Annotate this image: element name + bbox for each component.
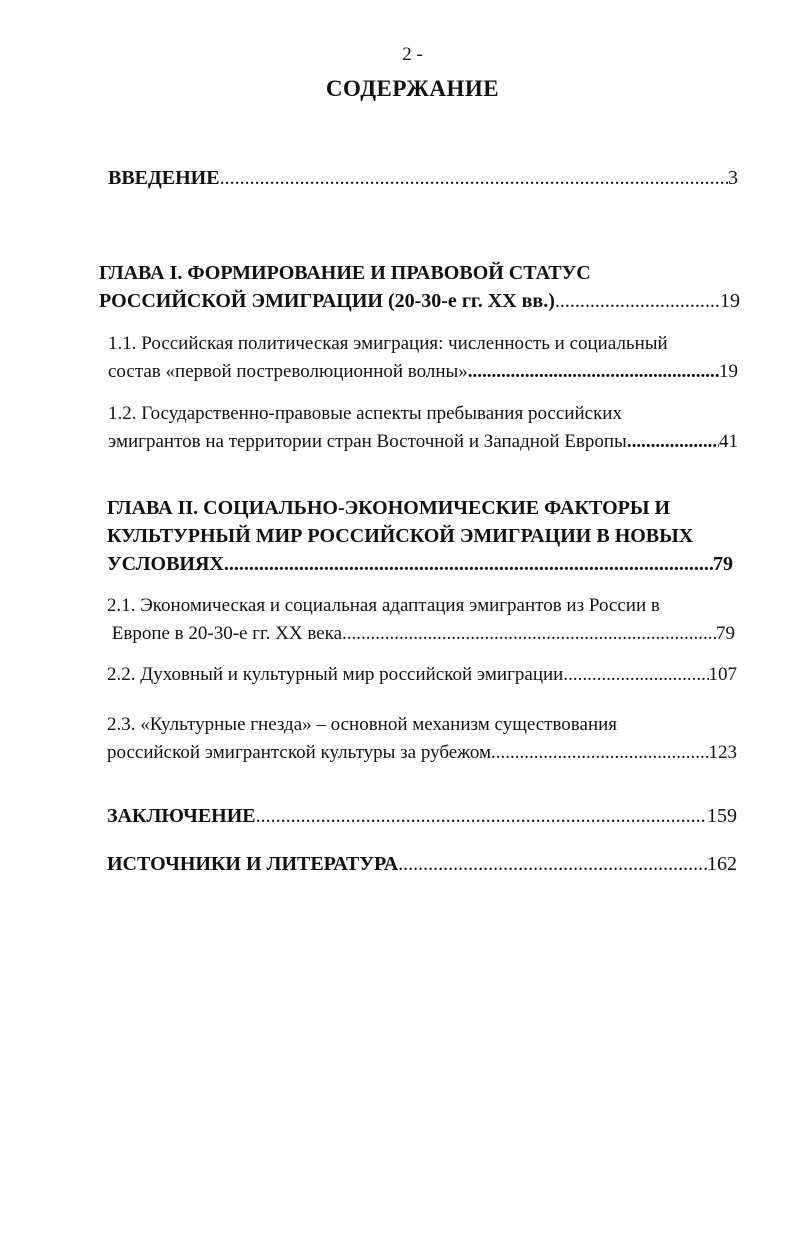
toc-entry-section-2-1-page: 79 (716, 623, 735, 644)
toc-entry-section-1-1 (108, 330, 738, 386)
toc-entry-chapter-1-page: 19 (720, 290, 740, 312)
toc-entry-chapter-1-title-end: РОССИЙСКОЙ ЭМИГРАЦИИ (20-30-е гг. XX вв.) (99, 290, 555, 312)
toc-entry-intro-title: ВВЕДЕНИЕ (108, 167, 220, 189)
toc-entry-section-1-1-line-2 (108, 358, 738, 386)
toc-entry-section-1-2-title-end: эмигрантов на территории стран Восточной и Западной Европы (108, 431, 627, 452)
leader-dots (468, 358, 719, 386)
toc-entry-sources-line (107, 850, 737, 878)
leader-dots (491, 739, 709, 767)
toc-entry-conclusion-line (107, 802, 737, 830)
toc-entry-section-1-2-line-2 (108, 428, 738, 456)
toc-entry-section-1-1-line-1: 1.1. Российская политическая эмиграция: численность и социальный (108, 333, 668, 354)
toc-entry-section-2-3-line-1: 2.3. «Культурные гнезда» – основной механизм существования (107, 714, 618, 735)
toc-entry-section-2-3-title-end: российской эмигрантской культуры за рубежом (107, 742, 491, 763)
leader-dots (627, 428, 719, 456)
leader-dots (256, 802, 707, 830)
toc-entry-section-2-3 (107, 711, 737, 767)
page-title: СОДЕРЖАНИЕ (325, 76, 500, 101)
page-number: 2 - (402, 44, 423, 65)
toc-entry-section-1-1-title-end: состав «первой постреволюционной волны» (108, 361, 468, 382)
toc-entry-section-2-1 (107, 592, 735, 648)
toc-entry-conclusion-page: 159 (707, 805, 737, 827)
toc-entry-section-1-2-line-1: 1.2. Государственно-правовые аспекты пребывания российских (108, 403, 622, 424)
toc-entry-chapter-2-line-2: КУЛЬТУРНЫЙ МИР РОССИЙСКОЙ ЭМИГРАЦИИ В НОВЫХ (107, 525, 694, 547)
toc-entry-section-2-1-line-2 (107, 620, 735, 648)
leader-dots (342, 620, 716, 648)
toc-entry-chapter-2 (107, 494, 733, 578)
toc-entry-sources (107, 850, 737, 878)
leader-dots (555, 287, 720, 315)
leader-dots (220, 164, 728, 192)
toc-entry-chapter-2-page: 79 (713, 553, 733, 575)
toc-entry-section-1-2 (108, 400, 738, 456)
toc-entry-section-2-1-line-1: 2.1. Экономическая и социальная адаптация эмигрантов из России в (107, 595, 660, 616)
toc-entry-chapter-1 (99, 259, 740, 315)
toc-entry-intro-page: 3 (728, 167, 738, 189)
toc-entry-conclusion (107, 802, 737, 830)
toc-entry-section-2-3-page: 123 (708, 742, 737, 763)
toc-entry-section-2-1-title-end: Европе в 20-30-е гг. XX века (107, 623, 343, 644)
leader-dots (224, 550, 713, 578)
toc-entry-chapter-2-line-1: ГЛАВА II. СОЦИАЛЬНО-ЭКОНОМИЧЕСКИЕ ФАКТОРЫ И (107, 497, 671, 519)
toc-entry-intro-line (108, 164, 738, 192)
toc-entry-section-2-2 (107, 661, 737, 689)
toc-entry-section-2-2-title: 2.2. Духовный и культурный мир российской эмиграции (107, 664, 564, 685)
toc-entry-section-2-2-line-1 (107, 661, 737, 689)
toc-entry-sources-title: ИСТОЧНИКИ И ЛИТЕРАТУРА (107, 853, 399, 875)
toc-entry-chapter-1-line-2 (99, 287, 740, 315)
leader-dots (398, 850, 707, 878)
leader-dots (563, 661, 708, 689)
toc-entry-section-2-2-page: 107 (708, 664, 737, 685)
toc-entry-section-1-1-page: 19 (719, 361, 738, 382)
toc-entry-chapter-2-title-end: УСЛОВИЯХ (107, 553, 224, 575)
toc-entry-chapter-2-line-3 (107, 550, 733, 578)
toc-entry-intro (108, 164, 738, 192)
toc-entry-conclusion-title: ЗАКЛЮЧЕНИЕ (107, 805, 256, 827)
toc-entry-chapter-1-line-1: ГЛАВА I. ФОРМИРОВАНИЕ И ПРАВОВОЙ СТАТУС (99, 262, 591, 284)
toc-entry-sources-page: 162 (707, 853, 737, 875)
toc-entry-section-2-3-line-2 (107, 739, 737, 767)
toc-entry-section-1-2-page: 41 (719, 431, 738, 452)
